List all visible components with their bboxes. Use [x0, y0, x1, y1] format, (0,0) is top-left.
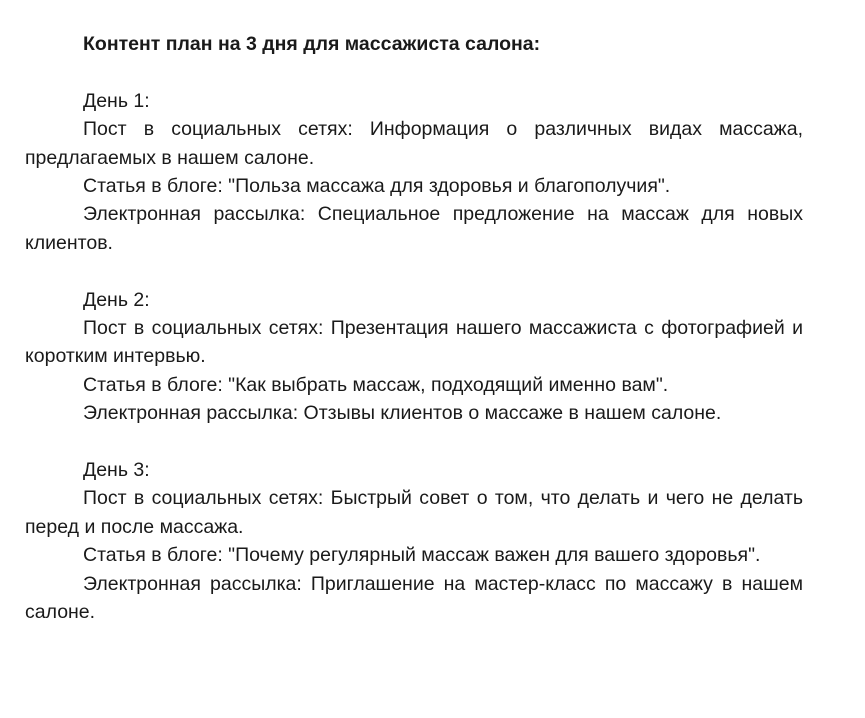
day-heading: День 1:	[83, 89, 150, 112]
blog-article-entry: Статья в блоге: "Польза массажа для здоровья и благополучия".	[83, 175, 671, 198]
day-heading: День 3:	[83, 459, 150, 482]
blog-article-entry: Статья в блоге: "Почему регулярный массаж важен для вашего здоровья".	[83, 544, 761, 567]
email-newsletter-entry: Электронная рассылка: Отзывы клиентов о массаже в нашем салоне.	[83, 402, 722, 425]
email-newsletter-entry: Электронная рассылка: Приглашение на мастер-класс по массажу в нашем салоне.	[25, 572, 803, 624]
day-heading: День 2:	[83, 288, 150, 311]
day-section-3	[25, 456, 803, 626]
document-title: Контент план на 3 дня для массажиста салона:	[83, 33, 541, 55]
day-section-2	[25, 286, 803, 428]
social-post-entry: Пост в социальных сетях: Информация о различных видах массажа, предлагаемых в нашем салоне.	[25, 118, 803, 169]
day-section-1	[25, 87, 803, 257]
social-post-entry: Пост в социальных сетях: Быстрый совет о том, что делать и чего не делать перед и после массажа.	[25, 487, 803, 538]
email-newsletter-entry: Электронная рассылка: Специальное предложение на массаж для новых клиентов.	[25, 203, 803, 254]
document-body	[25, 30, 803, 626]
social-post-entry: Пост в социальных сетях: Презентация нашего массажиста с фотографией и коротким интервью.	[25, 317, 803, 368]
blog-article-entry: Статья в блоге: "Как выбрать массаж, подходящий именно вам".	[83, 373, 669, 396]
